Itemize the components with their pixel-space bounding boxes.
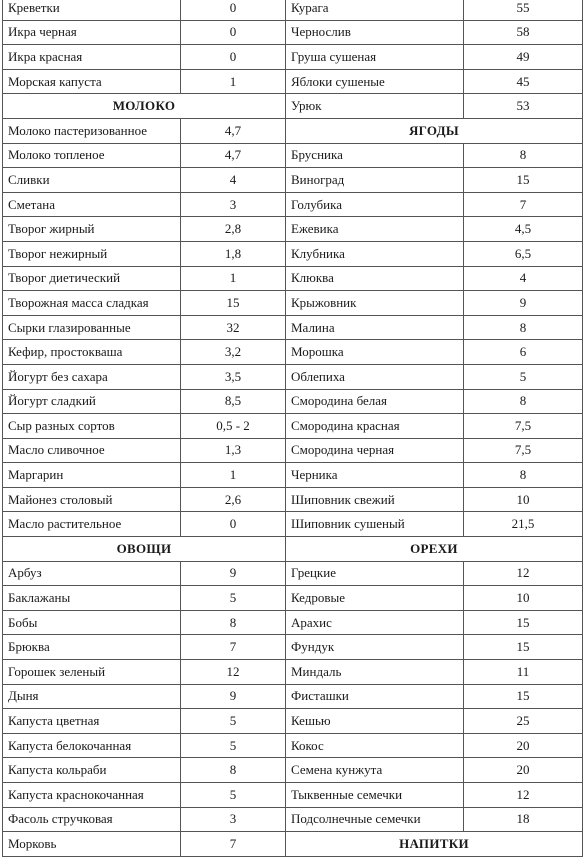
product-name: Голубика xyxy=(286,192,464,217)
product-name: Молоко пастеризованное xyxy=(3,118,181,143)
product-name: Сырки глазированные xyxy=(3,315,181,340)
carb-value: 20 xyxy=(464,758,583,783)
section-header: ОРЕХИ xyxy=(286,537,583,562)
carb-value: 45 xyxy=(464,69,583,94)
carb-value: 49 xyxy=(464,45,583,70)
product-name: Сыр разных сортов xyxy=(3,414,181,439)
carb-value: 9 xyxy=(181,561,286,586)
product-name: Фундук xyxy=(286,635,464,660)
table-row xyxy=(3,266,583,291)
product-name: Брусника xyxy=(286,143,464,168)
carb-value: 9 xyxy=(464,291,583,316)
carb-value: 15 xyxy=(464,610,583,635)
table-row xyxy=(3,807,583,832)
carb-value: 8 xyxy=(464,143,583,168)
table-row xyxy=(3,438,583,463)
carb-value: 8 xyxy=(464,389,583,414)
table-row xyxy=(3,610,583,635)
product-name: Клюква xyxy=(286,266,464,291)
table-row xyxy=(3,586,583,611)
table-row xyxy=(3,684,583,709)
product-name: Миндаль xyxy=(286,660,464,685)
carb-value: 5 xyxy=(181,586,286,611)
product-name: Смородина черная xyxy=(286,438,464,463)
product-name: Капуста белокочанная xyxy=(3,733,181,758)
product-name: Семена кунжута xyxy=(286,758,464,783)
product-name: Брюква xyxy=(3,635,181,660)
product-name: Йогурт без сахара xyxy=(3,364,181,389)
carb-value: 0 xyxy=(181,45,286,70)
product-name: Шиповник сушеный xyxy=(286,512,464,537)
product-name: Кокос xyxy=(286,733,464,758)
carb-value: 7 xyxy=(181,635,286,660)
carb-value: 0,5 - 2 xyxy=(181,414,286,439)
product-name: Капуста кольраби xyxy=(3,758,181,783)
carb-value: 12 xyxy=(464,561,583,586)
carb-value: 18 xyxy=(464,807,583,832)
product-name: Морковь xyxy=(3,832,181,857)
table-row xyxy=(3,315,583,340)
carb-value: 5 xyxy=(181,709,286,734)
product-name: Икра черная xyxy=(3,20,181,45)
product-name: Клубника xyxy=(286,241,464,266)
carb-value: 6,5 xyxy=(464,241,583,266)
carb-value: 5 xyxy=(181,733,286,758)
table-row xyxy=(3,364,583,389)
section-header: НАПИТКИ xyxy=(286,832,583,857)
carb-value: 1 xyxy=(181,463,286,488)
product-name: Груша сушеная xyxy=(286,45,464,70)
table-row xyxy=(3,168,583,193)
carb-value: 1 xyxy=(181,266,286,291)
product-name: Смородина белая xyxy=(286,389,464,414)
carb-value: 8,5 xyxy=(181,389,286,414)
product-name: Виноград xyxy=(286,168,464,193)
product-name: Майонез столовый xyxy=(3,487,181,512)
product-name: Грецкие xyxy=(286,561,464,586)
carb-value: 0 xyxy=(181,512,286,537)
product-name: Кефир, простокваша xyxy=(3,340,181,365)
table-row xyxy=(3,217,583,242)
carb-value: 11 xyxy=(464,660,583,685)
carb-value: 15 xyxy=(181,291,286,316)
product-name: Кедровые xyxy=(286,586,464,611)
carb-value: 3 xyxy=(181,192,286,217)
carb-value: 55 xyxy=(464,0,583,20)
carb-value: 10 xyxy=(464,586,583,611)
table-row xyxy=(3,463,583,488)
product-name: Крыжовник xyxy=(286,291,464,316)
product-name: Сливки xyxy=(3,168,181,193)
carb-value: 53 xyxy=(464,94,583,119)
carb-value: 32 xyxy=(181,315,286,340)
carb-value: 3 xyxy=(181,807,286,832)
carb-value: 58 xyxy=(464,20,583,45)
carb-value: 9 xyxy=(181,684,286,709)
product-name: Арбуз xyxy=(3,561,181,586)
carb-value: 4,5 xyxy=(464,217,583,242)
table-row xyxy=(3,118,583,143)
product-name: Арахис xyxy=(286,610,464,635)
carb-value: 7 xyxy=(181,832,286,857)
product-name: Творог жирный xyxy=(3,217,181,242)
carb-value: 7 xyxy=(464,192,583,217)
table-row xyxy=(3,143,583,168)
product-name: Горошек зеленый xyxy=(3,660,181,685)
carb-value: 25 xyxy=(464,709,583,734)
table-row xyxy=(3,340,583,365)
carb-value: 12 xyxy=(181,660,286,685)
product-name: Морошка xyxy=(286,340,464,365)
table-row xyxy=(3,783,583,808)
carb-value: 6 xyxy=(464,340,583,365)
product-name: Яблоки сушеные xyxy=(286,69,464,94)
product-name: Капуста краснокочанная xyxy=(3,783,181,808)
product-name: Облепиха xyxy=(286,364,464,389)
carb-value: 8 xyxy=(464,463,583,488)
product-name: Кешью xyxy=(286,709,464,734)
product-name: Фисташки xyxy=(286,684,464,709)
section-header: МОЛОКО xyxy=(3,94,286,119)
carb-value: 20 xyxy=(464,733,583,758)
product-name: Шиповник свежий xyxy=(286,487,464,512)
carb-table-body xyxy=(3,0,583,856)
table-row xyxy=(3,0,583,20)
table-row xyxy=(3,660,583,685)
carb-value: 0 xyxy=(181,20,286,45)
product-name: Маргарин xyxy=(3,463,181,488)
product-name: Бобы xyxy=(3,610,181,635)
product-name: Икра красная xyxy=(3,45,181,70)
product-name: Креветки xyxy=(3,0,181,20)
carb-value: 8 xyxy=(181,610,286,635)
carb-value: 1 xyxy=(181,69,286,94)
table-row xyxy=(3,537,583,562)
product-name: Сметана xyxy=(3,192,181,217)
carb-value: 8 xyxy=(464,315,583,340)
product-name: Баклажаны xyxy=(3,586,181,611)
product-name: Дыня xyxy=(3,684,181,709)
product-name: Чернослив xyxy=(286,20,464,45)
carb-value: 7,5 xyxy=(464,438,583,463)
product-name: Творог диетический xyxy=(3,266,181,291)
carb-value: 1,8 xyxy=(181,241,286,266)
product-name: Подсолнечные семечки xyxy=(286,807,464,832)
table-row xyxy=(3,758,583,783)
carb-value: 8 xyxy=(181,758,286,783)
section-header: ОВОЩИ xyxy=(3,537,286,562)
table-row xyxy=(3,241,583,266)
carb-value: 4 xyxy=(181,168,286,193)
carb-value: 15 xyxy=(464,684,583,709)
product-name: Тыквенные семечки xyxy=(286,783,464,808)
product-name: Смородина красная xyxy=(286,414,464,439)
table-row xyxy=(3,733,583,758)
product-name: Творожная масса сладкая xyxy=(3,291,181,316)
product-name: Малина xyxy=(286,315,464,340)
carb-value: 5 xyxy=(464,364,583,389)
carb-value: 3,2 xyxy=(181,340,286,365)
section-header: ЯГОДЫ xyxy=(286,118,583,143)
table-row xyxy=(3,291,583,316)
table-row xyxy=(3,94,583,119)
table-row xyxy=(3,635,583,660)
product-name: Ежевика xyxy=(286,217,464,242)
carb-value: 5 xyxy=(181,783,286,808)
product-name: Молоко топленое xyxy=(3,143,181,168)
product-name: Масло растительное xyxy=(3,512,181,537)
carb-table xyxy=(2,0,583,857)
product-name: Творог нежирный xyxy=(3,241,181,266)
product-name: Масло сливочное xyxy=(3,438,181,463)
carb-value: 0 xyxy=(181,0,286,20)
table-row xyxy=(3,414,583,439)
carb-value: 4 xyxy=(464,266,583,291)
product-name: Йогурт сладкий xyxy=(3,389,181,414)
carb-value: 15 xyxy=(464,168,583,193)
product-name: Урюк xyxy=(286,94,464,119)
table-row xyxy=(3,561,583,586)
product-name: Фасоль стручковая xyxy=(3,807,181,832)
product-name: Морская капуста xyxy=(3,69,181,94)
table-row xyxy=(3,832,583,857)
table-row xyxy=(3,20,583,45)
carb-value: 10 xyxy=(464,487,583,512)
carb-value: 4,7 xyxy=(181,143,286,168)
carb-value: 3,5 xyxy=(181,364,286,389)
carb-value: 21,5 xyxy=(464,512,583,537)
product-name: Курага xyxy=(286,0,464,20)
carb-value: 15 xyxy=(464,635,583,660)
carb-value: 2,8 xyxy=(181,217,286,242)
table-row xyxy=(3,389,583,414)
table-row xyxy=(3,512,583,537)
table-row xyxy=(3,45,583,70)
carb-value: 1,3 xyxy=(181,438,286,463)
product-name: Черника xyxy=(286,463,464,488)
carb-value: 4,7 xyxy=(181,118,286,143)
table-row xyxy=(3,69,583,94)
product-name: Капуста цветная xyxy=(3,709,181,734)
carb-value: 12 xyxy=(464,783,583,808)
table-row xyxy=(3,487,583,512)
table-row xyxy=(3,709,583,734)
carb-value: 7,5 xyxy=(464,414,583,439)
carb-value: 2,6 xyxy=(181,487,286,512)
table-row xyxy=(3,192,583,217)
